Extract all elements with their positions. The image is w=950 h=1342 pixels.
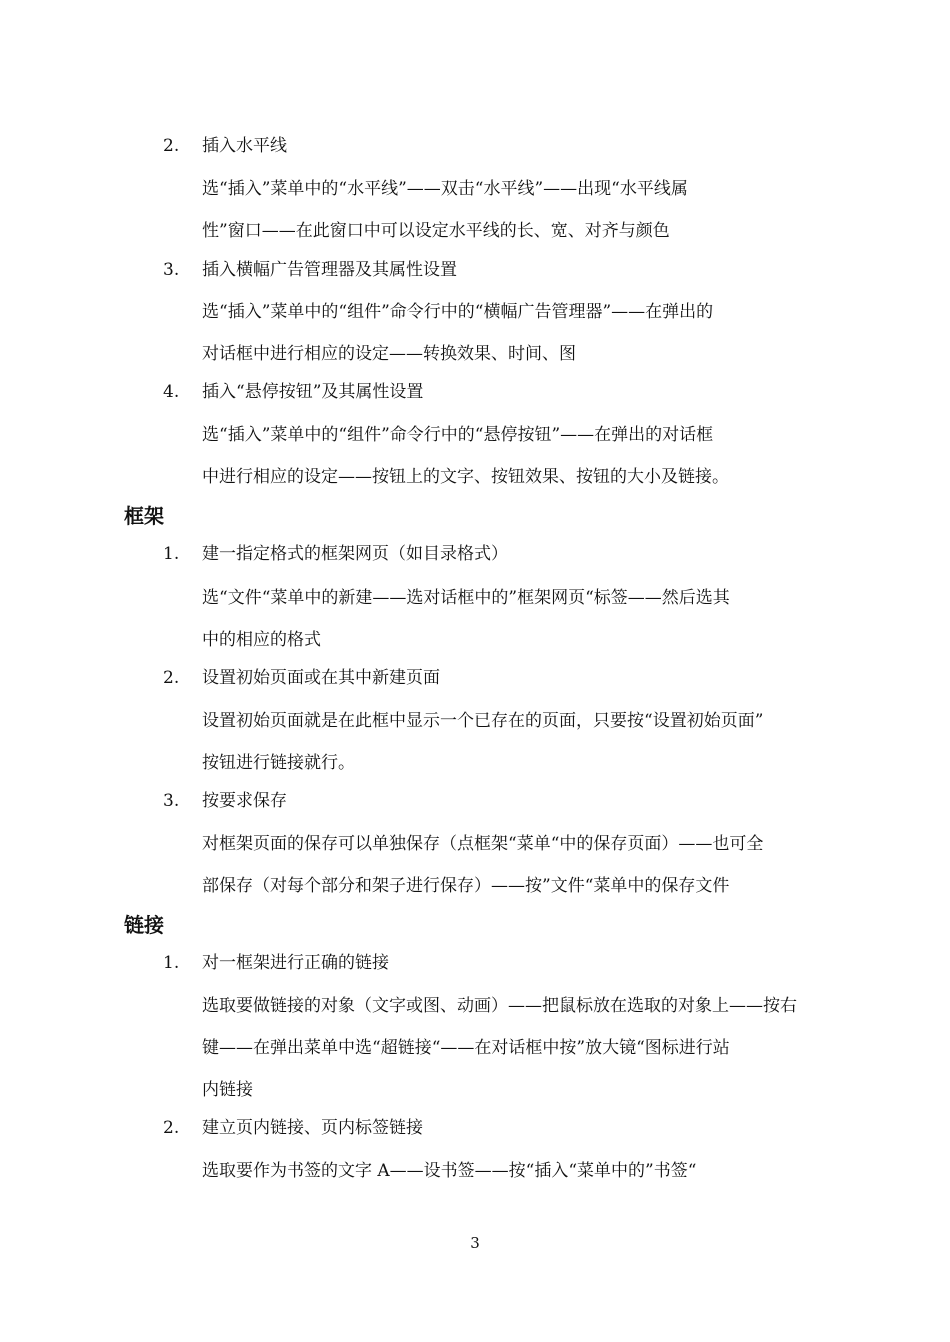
list-item-body: 键——在弹出菜单中选“超链接“——在对话框中按”放大镜“图标进行站 xyxy=(202,1038,730,1058)
list-item-body: 按钮进行链接就行。 xyxy=(202,753,355,773)
list-number: 2. xyxy=(163,668,180,688)
list-item-body: 选“插入”菜单中的“水平线”——双击“水平线”——出现“水平线属 xyxy=(202,179,688,199)
list-item-title: 建一指定格式的框架网页（如目录格式） xyxy=(202,544,508,564)
list-item-body: 中进行相应的设定——按钮上的文字、按钮效果、按钮的大小及链接。 xyxy=(202,467,729,487)
list-number: 4. xyxy=(163,382,180,402)
section-heading-frames: 框架 xyxy=(124,504,164,528)
list-item-title: 插入水平线 xyxy=(202,136,287,156)
list-item-title: 插入横幅广告管理器及其属性设置 xyxy=(202,260,457,280)
list-item-body: 中的相应的格式 xyxy=(202,630,321,650)
list-item-body: 选取要作为书签的文字 A——设书签——按“插入“菜单中的”书签“ xyxy=(202,1161,697,1181)
list-item-title: 插入“悬停按钮”及其属性设置 xyxy=(202,382,424,402)
list-item-title: 设置初始页面或在其中新建页面 xyxy=(202,668,440,688)
list-number: 2. xyxy=(163,1118,180,1138)
list-item-body: 选“插入”菜单中的“组件”命令行中的“悬停按钮”——在弹出的对话框 xyxy=(202,425,714,445)
list-number: 1. xyxy=(163,544,180,564)
list-item-title: 建立页内链接、页内标签链接 xyxy=(202,1118,423,1138)
list-item-body: 对框架页面的保存可以单独保存（点框架“菜单“中的保存页面）——也可全 xyxy=(202,834,764,854)
list-item-body: 设置初始页面就是在此框中显示一个已存在的页面，只要按“设置初始页面” xyxy=(202,711,764,731)
page-number: 3 xyxy=(470,1234,480,1252)
list-item-body: 部保存（对每个部分和架子进行保存）——按”文件“菜单中的保存文件 xyxy=(202,876,730,896)
section-heading-links: 链接 xyxy=(124,913,164,937)
list-item-title: 对一框架进行正确的链接 xyxy=(202,953,389,973)
list-item-body: 选“文件“菜单中的新建——选对话框中的”框架网页“标签——然后选其 xyxy=(202,588,730,608)
list-item-title: 按要求保存 xyxy=(202,791,287,811)
list-number: 3. xyxy=(163,260,180,280)
list-item-body: 选取要做链接的对象（文字或图、动画）——把鼠标放在选取的对象上——按右 xyxy=(202,996,797,1016)
list-item-body: 选“插入”菜单中的“组件”命令行中的“横幅广告管理器”——在弹出的 xyxy=(202,302,714,322)
list-item-body: 内链接 xyxy=(202,1080,253,1100)
list-item-body: 性”窗口——在此窗口中可以设定水平线的长、宽、对齐与颜色 xyxy=(202,221,670,241)
list-item-body: 对话框中进行相应的设定——转换效果、时间、图 xyxy=(202,344,576,364)
list-number: 3. xyxy=(163,791,180,811)
list-number: 1. xyxy=(163,953,180,973)
list-number: 2. xyxy=(163,136,180,156)
